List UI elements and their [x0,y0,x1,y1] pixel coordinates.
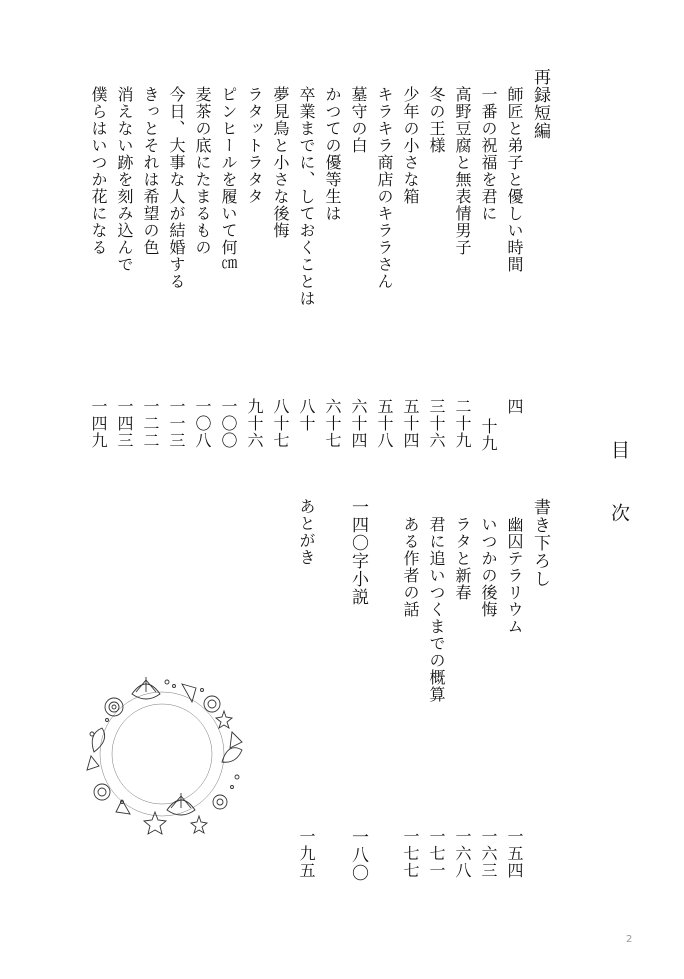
toc-title: 墓守の白 [349,86,368,154]
toc-afterword: あとがき [297,498,316,566]
toc-page-number: 九十六 [245,398,264,449]
toc-title: ラタットラタタ [245,86,264,205]
toc-page-number: 十九 [479,418,498,452]
toc-page-number: 一六八 [453,828,472,879]
toc-title: きっとそれは希望の色 [141,86,160,256]
toc-title: 今日、大事な人が結婚する [167,86,186,290]
toc-title: 君に追いつくまでの概算 [427,516,446,703]
toc-page-number: 五十八 [375,398,394,449]
toc-page-number: 一七一 [427,828,446,879]
toc-title: ある作者の話 [401,516,420,618]
toc-title: 少年の小さな箱 [401,86,420,205]
toc-page-number: 三十六 [427,398,446,449]
toc-title: 高野豆腐と無表情男子 [453,86,472,256]
toc-page-number: 六十四 [349,398,368,449]
toc-page-number: 六十七 [323,398,342,449]
toc-page-number: 八十 [297,398,316,432]
toc-title: 師匠と弟子と優しい時間 [505,86,524,273]
toc-page-number: 五十四 [401,398,420,449]
toc-page-number: 一九五 [297,828,316,879]
seashell-wreath-icon [72,662,252,842]
toc-title: 冬の王様 [427,86,446,154]
toc-page-number: 一四三 [115,398,134,449]
toc-title: かつての優等生は [323,86,342,222]
toc-page-number: 一八〇 [348,828,368,882]
toc-page-number: 一二二 [141,398,160,449]
toc-title: 僕らはいつか花になる [89,86,108,256]
toc-title: キラキラ商店のキララさん [375,86,394,290]
toc-title: 一番の祝福を君に [479,86,498,222]
toc-page-number: 一六三 [479,828,498,879]
toc-title: 卒業までに、しておくことは [297,86,316,307]
toc-page-number: 一七七 [401,828,420,879]
toc-title: 幽囚テラリウム [505,516,524,635]
toc-page-number: 一一三 [167,398,186,449]
section-heading-new-works: 書き下ろし [530,498,550,588]
toc-title: 夢見鳥と小さな後悔 [271,86,290,239]
section-heading-reprints: 再録短編 [530,68,550,140]
toc-page-number: 一四九 [89,398,108,449]
toc-page-number: 二十九 [453,398,472,449]
toc-title: ラタと新春 [453,516,472,601]
toc-title: ピンヒールを履いて何㎝ [219,86,238,273]
page-number: 2 [626,934,633,945]
toc-page-number: 一五四 [505,828,524,879]
toc-title: 消えない跡を刻み込んで [115,86,134,273]
toc-page-number: 一〇八 [193,398,212,449]
page-title: 目 次 [608,440,630,524]
toc-page-number: 一〇〇 [219,398,238,449]
toc-title: いつかの後悔 [479,516,498,618]
toc-page-number: 八十七 [271,398,290,449]
toc-page-number: 四 [505,398,524,415]
section-heading-140-stories: 一四〇字小説 [348,498,368,606]
toc-title: 麦茶の底にたまるもの [193,86,212,256]
